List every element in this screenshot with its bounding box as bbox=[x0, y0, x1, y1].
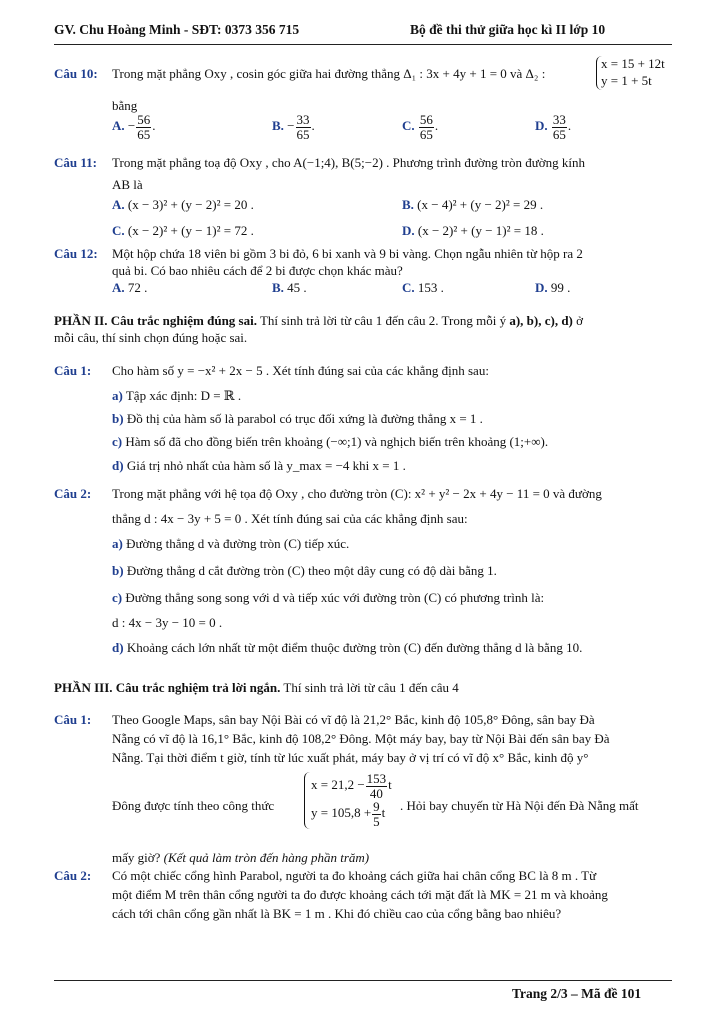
p2q1-text: Cho hàm số y = −x² + 2x − 5 . Xét tính đúng sai của các khẳng định sau: bbox=[112, 363, 489, 378]
part2-heading-cont: mỗi câu, thí sinh chọn đúng hoặc sai. bbox=[54, 330, 248, 345]
part3-heading: PHẦN III. Câu trắc nghiệm trả lời ngắn. Thí sinh trả lời từ câu 1 đến câu 4 bbox=[54, 680, 459, 695]
header-left: GV. Chu Hoàng Minh - SĐT: 0373 356 715 bbox=[54, 22, 300, 37]
q10-option-c: C. $\frac{56}{65}$ . bbox=[402, 112, 439, 142]
q10-option-d: D. $\frac{33}{65}$ . bbox=[535, 112, 572, 142]
header-divider bbox=[54, 44, 672, 45]
q10-sys-line1: x = 15 + 12t bbox=[601, 56, 665, 71]
q10-system bbox=[596, 56, 665, 90]
p3q2-label: Câu 2: bbox=[54, 868, 92, 883]
p2q2-a: a) Đường thẳng d và đường tròn (C) tiếp xúc. bbox=[112, 536, 350, 551]
p3q2-line1: Có một chiếc cổng hình Parabol, người ta đo khoảng cách giữa hai chân cổng BC là 8 m . Từ bbox=[112, 868, 597, 883]
footer-divider bbox=[54, 980, 672, 981]
p3q1-line1: Theo Google Maps, sân bay Nội Bài có vĩ độ là 21,2° Bắc, kinh độ 105,8° Đông, sân bay Đà bbox=[112, 712, 595, 727]
q11-label: Câu 11: bbox=[54, 155, 97, 170]
q10-row bbox=[54, 66, 98, 82]
p3q1-line5: mấy giờ? (Kết quả làm tròn đến hàng phần trăm) bbox=[112, 850, 370, 865]
p2q1-a: a) Tập xác định: D = ℝ . bbox=[112, 388, 242, 403]
q11-option-a: A. (x − 3)² + (y − 2)² = 20 . bbox=[112, 197, 254, 212]
q12-option-a: A. 72 . bbox=[112, 280, 148, 295]
q11-option-b: B. (x − 4)² + (y − 2)² = 29 . bbox=[402, 197, 544, 212]
p3q1-line4a: Đông được tính theo công thức bbox=[112, 798, 275, 813]
q10-text: Trong mặt phẳng Oxy , cosin góc giữa hai đường thẳng Δ₁ : 3x + 4y + 1 = 0 và Δ₂ : bbox=[112, 66, 546, 81]
q11-option-d: D. (x − 2)² + (y − 1)² = 18 . bbox=[402, 223, 544, 238]
p3q2-line3: cách tới chân cổng gần nhất là BK = 1 m . Khi đó chiều cao của cổng bằng bao nhiêu? bbox=[112, 906, 562, 921]
p3q1-label: Câu 1: bbox=[54, 712, 92, 727]
q11-text: Trong mặt phẳng toạ độ Oxy , cho A(−1;4), B(5;−2) . Phương trình đường tròn đường kính bbox=[112, 155, 586, 170]
p2q1-b: b) Đồ thị của hàm số là parabol có trục đối xứng là đường thẳng x = 1 . bbox=[112, 411, 483, 426]
p2q2-label: Câu 2: bbox=[54, 486, 92, 501]
q12-text: Một hộp chứa 18 viên bi gồm 3 bi đỏ, 6 bi xanh và 9 bi vàng. Chọn ngẫu nhiên từ hộp ra 2 bbox=[112, 246, 583, 261]
p2q1-c: c) Hàm số đã cho đồng biến trên khoảng (−∞;1) và nghịch biến trên khoảng (1;+∞). bbox=[112, 434, 549, 449]
q10-option-b: B. − $\frac{33}{65}$ . bbox=[272, 112, 315, 142]
q12-option-c: C. 153 . bbox=[402, 280, 444, 295]
part2-heading: PHẦN II. Câu trắc nghiệm đúng sai. Thí sinh trả lời từ câu 1 đến câu 2. Trong mỗi ý a), b), c), d) ở bbox=[54, 313, 583, 328]
p3q1-system: x = 21,2 − $\frac{153}{40}$ t y = 105,8 + $\frac{9}{5}$ t bbox=[304, 772, 392, 829]
q10-label: Câu 10: bbox=[54, 66, 98, 81]
q10-option-a: A. − $\frac{56}{65}$ . bbox=[112, 112, 156, 142]
q12-option-b: B. 45 . bbox=[272, 280, 307, 295]
q12-label: Câu 12: bbox=[54, 246, 98, 261]
p2q2-c-cont: d : 4x − 3y − 10 = 0 . bbox=[112, 615, 223, 630]
p2q1-label: Câu 1: bbox=[54, 363, 92, 378]
p3q1-line3: Nẵng. Tại thời điểm t giờ, tính từ lúc xuất phát, máy bay ở vị trí có vĩ độ x° Bắc, kinh độ y° bbox=[112, 750, 589, 765]
q10-cont: bằng bbox=[112, 98, 138, 113]
footer-page: Trang 2/3 – Mã đề 101 bbox=[512, 986, 642, 1001]
p2q2-d: d) Khoảng cách lớn nhất từ một điểm thuộc đường tròn (C) đến đường thẳng d là bằng 10. bbox=[112, 640, 583, 655]
p2q1-d: d) Giá trị nhỏ nhất của hàm số là y_max = −4 khi x = 1 . bbox=[112, 458, 406, 473]
p2q2-b: b) Đường thẳng d cắt đường tròn (C) theo một dây cung có độ dài bằng 1. bbox=[112, 563, 497, 578]
q11-cont: AB là bbox=[112, 177, 143, 192]
p3q1-line2: Nẵng có vĩ độ là 16,1° Bắc, kinh độ 108,2° Đông. Một máy bay, bay từ Nội Bài đến sân bay Đà bbox=[112, 731, 610, 746]
p2q2-c: c) Đường thẳng song song với d và tiếp xúc với đường tròn (C) có phương trình là: bbox=[112, 590, 545, 605]
q11-option-c: C. (x − 2)² + (y − 1)² = 72 . bbox=[112, 223, 254, 238]
p2q2-text: Trong mặt phẳng với hệ tọa độ Oxy , cho đường tròn (C): x² + y² − 2x + 4y − 11 = 0 và đường bbox=[112, 486, 602, 501]
q12-option-d: D. 99 . bbox=[535, 280, 571, 295]
header-right: Bộ đề thi thử giữa học kì II lớp 10 bbox=[410, 22, 606, 37]
q10-sys-line2: y = 1 + 5t bbox=[601, 72, 652, 88]
p3q2-line2: một điểm M trên thân cổng người ta đo được khoảng cách tới mặt đất là MK = 21 m và khoảng bbox=[112, 887, 608, 902]
p3q1-line4b: . Hỏi bay chuyến từ Hà Nội đến Đà Nẵng mất bbox=[400, 798, 639, 813]
q12-cont: quả bi. Có bao nhiêu cách để 2 bi được chọn khác màu? bbox=[112, 263, 403, 278]
p2q2-cont: thẳng d : 4x − 3y + 5 = 0 . Xét tính đúng sai của các khẳng định sau: bbox=[112, 511, 468, 526]
